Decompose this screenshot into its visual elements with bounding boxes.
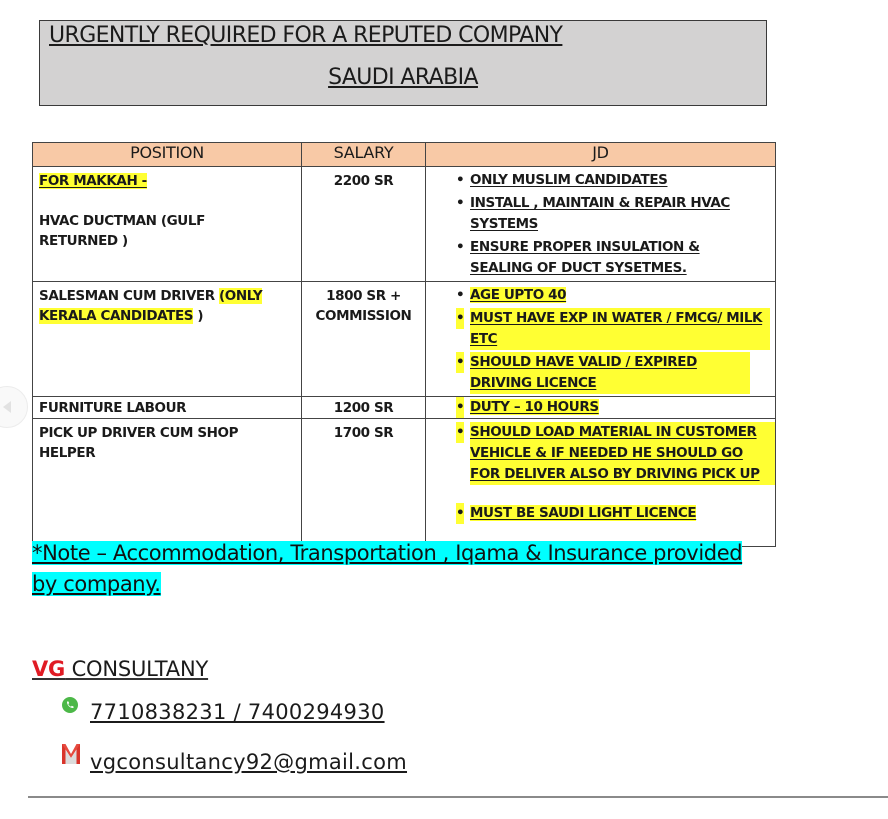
salary-value: 2200 SR [333,173,394,189]
email-contact [62,750,407,774]
position-requirement: (ONLY KERALA CANDIDATES [39,288,263,324]
jd-item: • AGE UPTO 40 [456,287,567,303]
table-row [33,167,776,282]
salary-extra: COMMISSION [315,308,412,324]
position-cell [33,419,302,547]
header-title: URGENTLY REQUIRED FOR A REPUTED COMPANY [49,23,563,48]
note-line-1: *Note – Accommodation, Transportation , Iqama & Insurance provided [32,541,743,565]
email-address[interactable]: vgconsultancy92@gmail.com [90,750,408,774]
jd-cell [426,282,776,397]
jobs-table [32,142,776,547]
salary-cell [302,419,426,547]
bottom-divider [28,796,888,798]
position-title: PICK UP DRIVER CUM SHOP HELPER [39,425,239,461]
jd-item: • MUST HAVE EXP IN WATER / FMCG/ MILK ETC [456,308,775,350]
table-row [33,282,776,397]
column-header-position: POSITION [33,143,302,167]
gmail-icon [62,743,80,769]
table-header-row [33,143,776,167]
header-country-text: SAUDI ARABIA [328,65,478,90]
jd-item: • ONLY MUSLIM CANDIDATES [456,172,668,188]
jd-item: • INSTALL , MAINTAIN & REPAIR HVAC SYSTEMS [456,195,730,232]
position-cell [33,397,302,419]
position-cell [33,282,302,397]
jd-item: • DUTY – 10 HOURS [456,397,775,418]
phone-icon [62,697,78,713]
header-banner [39,20,767,106]
salary-value: 1700 SR [333,425,394,441]
salary-cell [302,397,426,419]
jd-list [456,285,775,394]
company-rest: CONSULTANY [65,657,209,681]
jd-item: • SHOULD LOAD MATERIAL IN CUSTOMER VEHICLE & IF NEEDED HE SHOULD GO FOR DELIVER ALSO BY DRIVING PICK UP [456,422,775,485]
benefits-note [32,538,888,600]
table-row [33,397,776,419]
jd-cell [426,419,776,547]
column-header-jd: JD [426,143,776,167]
jd-item: • ENSURE PROPER INSULATION & SEALING OF DUCT SYSETMES. [456,239,700,276]
jd-item: • SHOULD HAVE VALID / EXPIRED DRIVING LICENCE [456,352,775,394]
position-cell [33,167,302,282]
position-title: SALESMAN CUM DRIVER [39,288,219,304]
location-tag: FOR MAKKAH - [39,173,147,189]
note-line-2: by company. [32,572,161,596]
jd-cell [426,397,776,419]
jd-item: • MUST BE SAUDI LIGHT LICENCE [456,503,775,524]
jd-list [456,397,775,418]
salary-cell [302,282,426,397]
position-suffix: ) [193,308,204,324]
salary-value: 1800 SR + [326,288,401,304]
salary-cell [302,167,426,282]
table-row [33,419,776,547]
jd-list [456,170,775,279]
position-title: HVAC DUCTMAN (GULF RETURNED ) [39,213,205,249]
company-prefix: VG [32,657,66,681]
jd-cell [426,167,776,282]
column-header-salary: SALARY [302,143,426,167]
jd-list [456,422,775,524]
header-country [40,65,766,90]
phone-numbers[interactable]: 7710838231 / 7400294930 [90,700,385,724]
company-name [32,657,208,681]
salary-value: 1200 SR [333,400,394,416]
phone-contact [62,700,385,724]
position-title: FURNITURE LABOUR [39,400,187,416]
previous-arrow-button[interactable] [0,386,28,428]
